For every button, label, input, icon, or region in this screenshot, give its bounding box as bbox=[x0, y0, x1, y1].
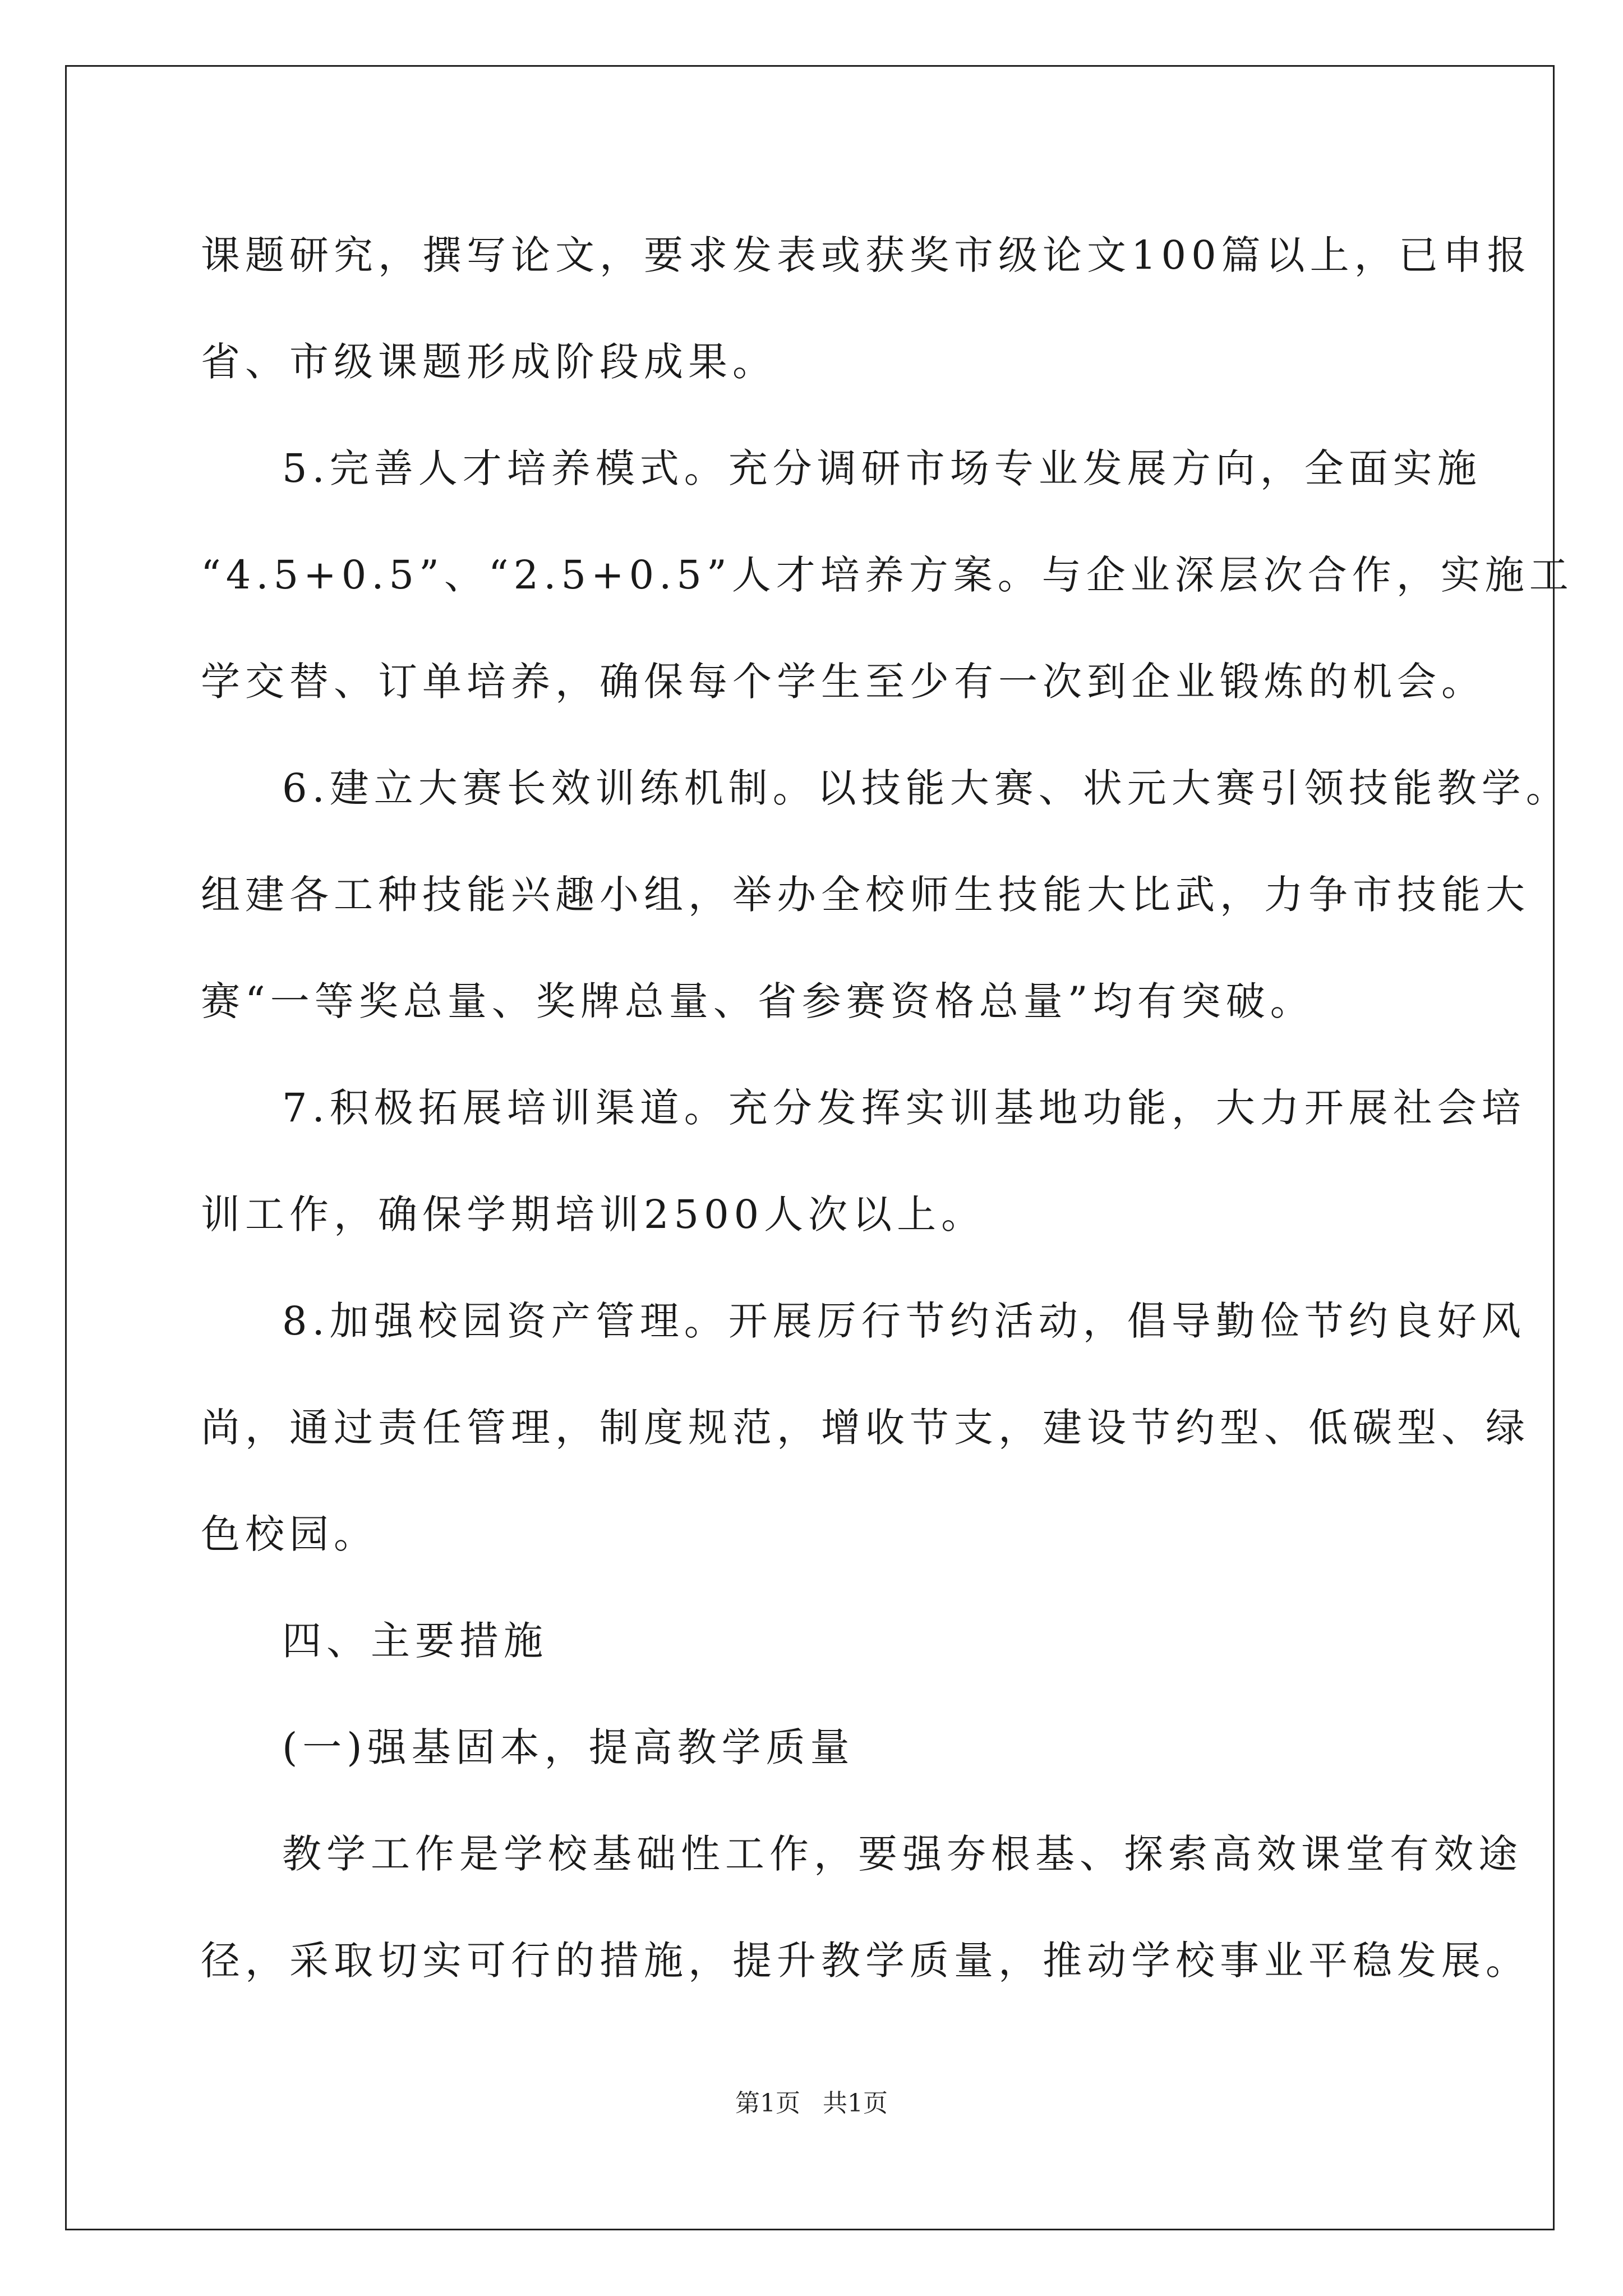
text-line: 教学工作是学校基础性工作，要强夯根基、探索高效课堂有效途 bbox=[282, 1831, 1523, 1877]
page-footer bbox=[0, 2087, 1623, 2120]
section-heading: 四、主要措施 bbox=[282, 1618, 548, 1664]
text-line: 训工作，确保学期培训2500人次以上。 bbox=[201, 1191, 986, 1237]
text-line: 尚，通过责任管理，制度规范，增收节支，建设节约型、低碳型、绿 bbox=[201, 1405, 1530, 1451]
text-line: 学交替、订单培养，确保每个学生至少有一次到企业锻炼的机会。 bbox=[201, 659, 1486, 705]
text-line: 径，采取切实可行的措施，提升教学质量，推动学校事业平稳发展。 bbox=[201, 1938, 1530, 1984]
paragraph-heading-6: 6.建立大赛长效训练机制。以技能大赛、状元大赛引领技能教学。 bbox=[282, 765, 1570, 811]
text-line: “4.5+0.5”、“2.5+0.5”人才培养方案。与企业深层次合作，实施工 bbox=[201, 552, 1574, 598]
paragraph-heading-8: 8.加强校园资产管理。开展厉行节约活动，倡导勤俭节约良好风 bbox=[282, 1298, 1526, 1344]
text-line: 省、市级课题形成阶段成果。 bbox=[201, 339, 777, 385]
total-pages: 共1页 bbox=[823, 2089, 888, 2118]
text-line: 赛“一等奖总量、奖牌总量、省参赛资格总量”均有突破。 bbox=[201, 978, 1315, 1024]
paragraph-heading-7: 7.积极拓展培训渠道。充分发挥实训基地功能，大力开展社会培 bbox=[282, 1085, 1526, 1131]
text-line: 组建各工种技能兴趣小组，举办全校师生技能大比武，力争市技能大 bbox=[201, 872, 1530, 918]
document-body bbox=[201, 202, 1574, 2014]
text-line: 课题研究，撰写论文，要求发表或获奖市级论文100篇以上，已申报 bbox=[201, 232, 1532, 278]
page-number: 第1页 bbox=[735, 2089, 800, 2118]
subsection-heading: (一)强基固本，提高教学质量 bbox=[282, 1724, 855, 1770]
paragraph-heading-5: 5.完善人才培养模式。充分调研市场专业发展方向，全面实施 bbox=[282, 445, 1482, 491]
text-line: 色校园。 bbox=[201, 1511, 378, 1557]
